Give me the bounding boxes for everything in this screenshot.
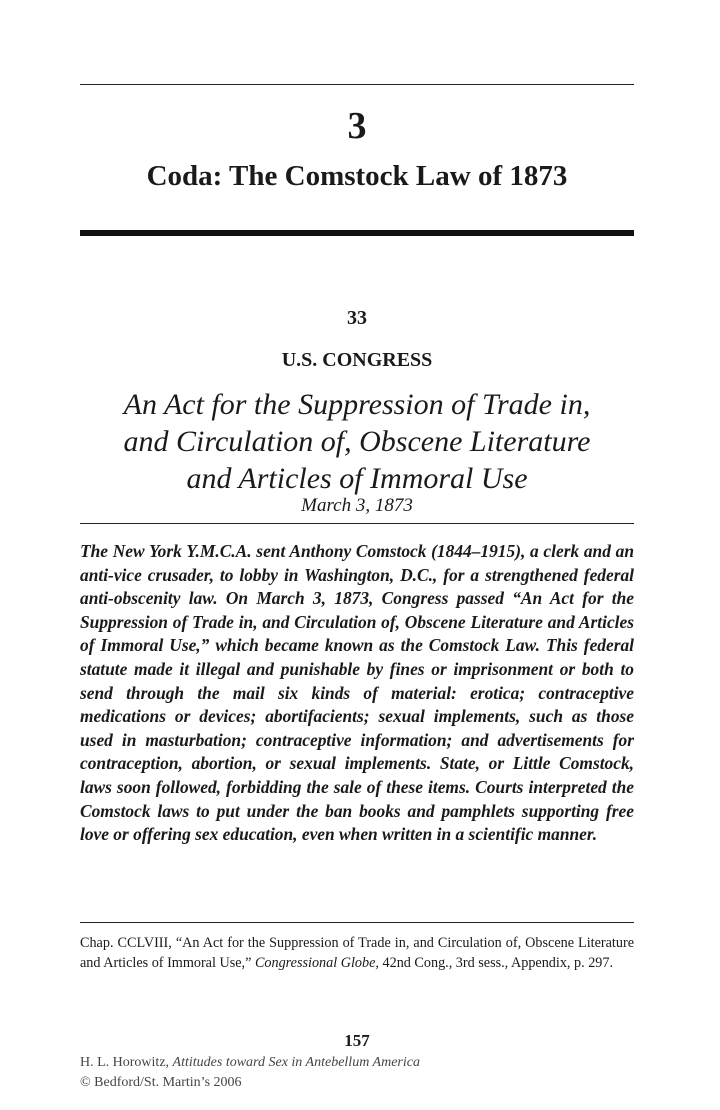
footer-citation (80, 1053, 420, 1072)
source-note-journal: Congressional Globe, (254, 954, 379, 971)
document-title-line: and Articles of Immoral Use (186, 462, 528, 495)
chapter-title: Coda: The Comstock Law of 1873 (146, 160, 568, 192)
top-rule (80, 84, 634, 85)
document-number: 33 (347, 307, 367, 329)
footer-author: H. L. Horowitz, (80, 1055, 170, 1070)
source-note-prefix: Chap. CCLVIII, “An Act for the Suppression of Trade in, and Circulation of, Obscene Literature and Articles of Immoral Use,” (80, 935, 634, 971)
document-author: U.S. CONGRESS (281, 349, 433, 371)
chapter-number: 3 (347, 105, 367, 147)
document-date: March 3, 1873 (301, 495, 413, 516)
source-note-rule (80, 922, 634, 923)
document-title-line: and Circulation of, Obscene Literature (123, 425, 591, 458)
footer-book-title: Attitudes toward Sex in Antebellum America (172, 1055, 420, 1070)
footer-copyright: © Bedford/St. Martin’s 2006 (80, 1075, 242, 1090)
document-title (80, 386, 634, 497)
document-title-line: An Act for the Suppression of Trade in, (123, 388, 591, 421)
headnote-top-rule (80, 523, 634, 524)
source-note-suffix: 42nd Cong., 3rd sess., Appendix, p. 297. (382, 954, 614, 971)
source-note (80, 934, 634, 973)
page-number: 157 (344, 1031, 370, 1050)
headnote: The New York Y.M.C.A. sent Anthony Comstock (1844–1915), a clerk and an anti-vice crusader, to lobby in Washington, D.C., for a strengthened federal anti-obscenity law. On March 3, 1873, Congress passed “An Act for the Suppression of Trade in, and Circulation of, Obscene Literature and Articles of Immoral Use,” which became known as the Comstock Law. This federal statute made it illegal and punishable by fines or imprisonment or both to send through the mail six kinds of material: erotica; contraceptive medications or devices; abortifacients; sexual implements, such as those used in masturbation; contraceptive information; and advertisements for contraception, abortion, or sexual implements. State, or Little Comstock, laws soon followed, forbidding the sale of these items. Courts interpreted the Comstock laws to put under the ban books and pamphlets supporting free love or offering sex education, even when written in a scientific manner. (80, 541, 634, 845)
chapter-divider (80, 230, 634, 236)
